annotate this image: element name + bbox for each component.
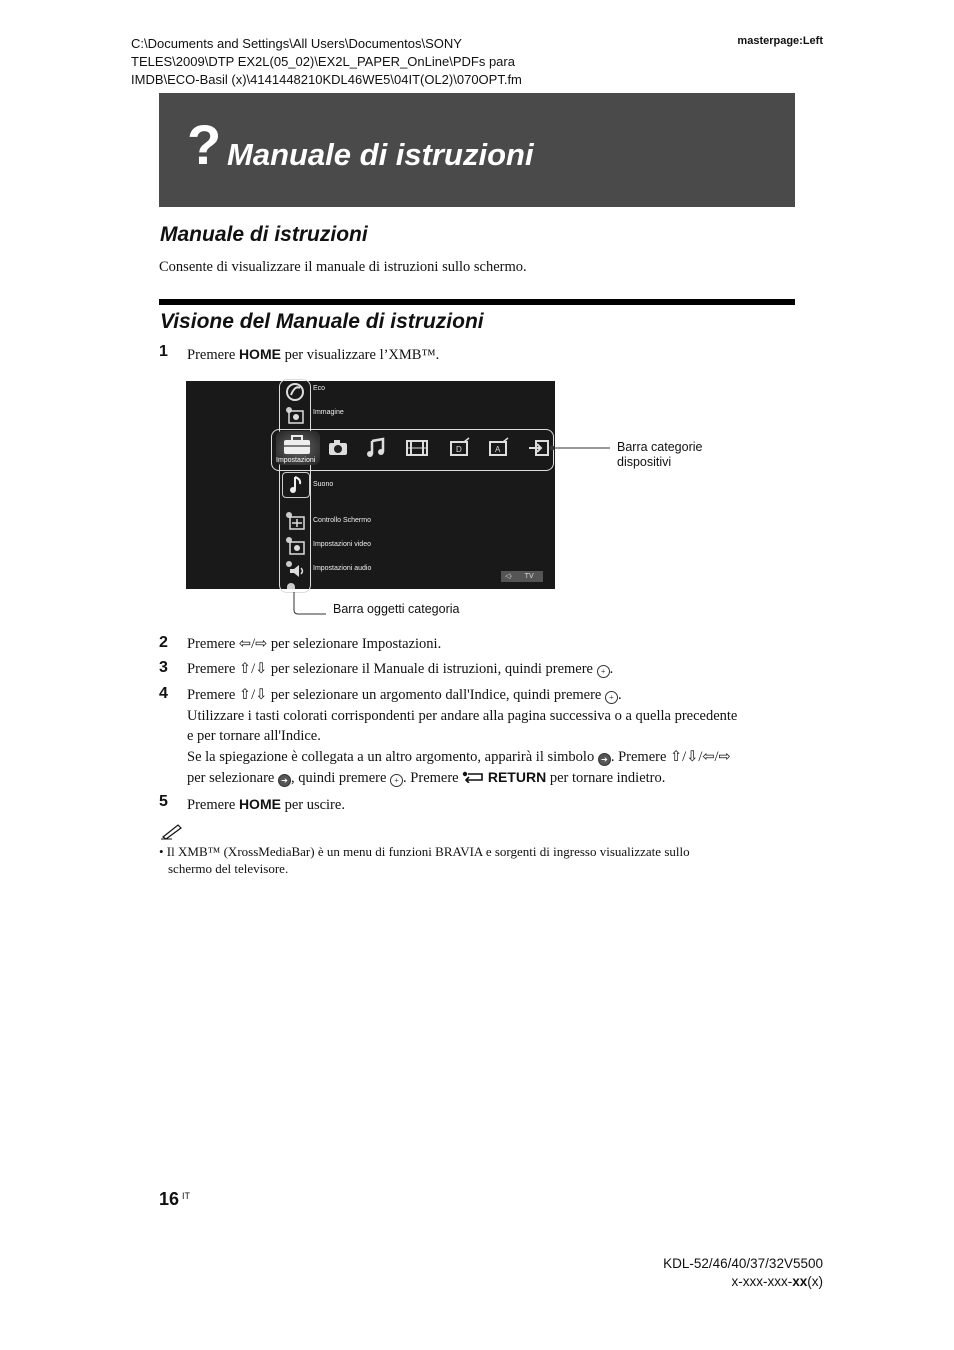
section-description: Consente di visualizzare il manuale di istruzioni sullo schermo. bbox=[159, 259, 527, 275]
step-text-part: . bbox=[618, 687, 622, 703]
picture-icon bbox=[283, 405, 307, 427]
step-text-part: Premere ⇧/⇩ per selezionare un argomento dall'Indice, quindi premere bbox=[187, 687, 605, 703]
code-part: (x) bbox=[807, 1274, 823, 1289]
callout-category-items-bar: Barra oggetti categoria bbox=[333, 602, 460, 616]
link-arrow-icon: ➔ bbox=[278, 774, 291, 787]
callout-device-category-bar bbox=[617, 440, 702, 470]
step-text: Premere ⇦/⇨ per selezionare Impostazioni. bbox=[187, 636, 442, 652]
page-number-value: 16 bbox=[159, 1189, 180, 1209]
code-part: x-xxx-xxx- bbox=[731, 1274, 793, 1289]
xmb-item-label: Suono bbox=[313, 481, 334, 488]
callout-leader-right bbox=[548, 440, 614, 456]
callout-text: dispositivi bbox=[617, 455, 672, 469]
file-path-line: C:\Documents and Settings\All Users\Documentos\SONY bbox=[131, 36, 462, 51]
svg-text:A: A bbox=[495, 445, 501, 454]
model-footer bbox=[663, 1255, 823, 1291]
step-line bbox=[187, 767, 797, 789]
step-number: 2 bbox=[159, 634, 168, 651]
step-line bbox=[187, 747, 797, 768]
step-text bbox=[187, 344, 797, 366]
screen-control-icon bbox=[283, 510, 307, 532]
step-text-part: . bbox=[609, 661, 614, 677]
enter-button-icon: + bbox=[605, 691, 618, 704]
xmb-item-label: Impostazioni video bbox=[313, 541, 371, 548]
step-text-part: , quindi premere bbox=[290, 770, 391, 786]
step-text-part: per selezionare bbox=[187, 770, 278, 786]
section-heading: Visione del Manuale di istruzioni bbox=[160, 310, 484, 333]
music-icon bbox=[364, 437, 388, 459]
page-number bbox=[159, 1189, 190, 1210]
enter-button-icon: + bbox=[390, 774, 403, 787]
step-text-part: per visualizzare l’XMB™. bbox=[280, 347, 440, 363]
step-line: Utilizzare i tasti colorati corrispondenti per andare alla pagina successiva o a quella precedente bbox=[187, 707, 738, 724]
pencil-note-icon bbox=[160, 822, 186, 840]
step-text-part: Premere ⇧/⇩ per selezionare il Manuale di istruzioni, quindi premere bbox=[187, 661, 597, 677]
step-text-part: per uscire. bbox=[280, 797, 345, 813]
model-code bbox=[663, 1273, 823, 1291]
digital-tv-icon bbox=[448, 437, 472, 459]
step-number: 3 bbox=[159, 659, 168, 676]
model-name: KDL-52/46/40/37/32V5500 bbox=[663, 1256, 823, 1271]
eco-icon bbox=[283, 381, 307, 403]
page-language: IT bbox=[182, 1191, 191, 1201]
xmb-item-label: Controllo Schermo bbox=[313, 517, 371, 524]
step-text bbox=[187, 794, 797, 816]
step-text-part: . Premere ⇧/⇩/⇦/⇨ bbox=[610, 748, 731, 765]
note-line: schermo del televisore. bbox=[168, 861, 289, 876]
step-number: 4 bbox=[159, 685, 168, 702]
section-divider bbox=[159, 299, 795, 305]
tv-badge-label: TV bbox=[524, 573, 534, 580]
step-text-part: Premere bbox=[187, 797, 239, 813]
video-film-icon bbox=[405, 437, 429, 459]
step-text-part: Premere bbox=[187, 347, 239, 363]
step-text-part: per tornare indietro. bbox=[546, 770, 666, 786]
file-path-line: IMDB\ECO-Basil (x)\4141448210KDL46WE5\04IT(OL2)\070OPT.fm bbox=[131, 72, 522, 87]
return-key-label: RETURN bbox=[487, 769, 547, 785]
step-line bbox=[187, 685, 797, 706]
selected-category-label: Impostazioni bbox=[276, 457, 316, 464]
callout-text: Barra categorie bbox=[617, 440, 703, 454]
link-arrow-icon: ➔ bbox=[598, 753, 611, 766]
question-mark-icon: ? bbox=[187, 113, 222, 176]
step-text-part: Se la spiegazione è collegata a un altro argomento, apparirà il simbolo bbox=[187, 748, 598, 765]
xmb-item-label: Immagine bbox=[313, 409, 344, 416]
file-path-header bbox=[131, 35, 691, 89]
step-text bbox=[187, 685, 797, 789]
xmb-item-label: Impostazioni audio bbox=[313, 565, 372, 572]
enter-button-icon: + bbox=[597, 665, 610, 678]
tv-input-badge bbox=[501, 571, 543, 582]
note-line: • Il XMB™ (XrossMediaBar) è un menu di funzioni BRAVIA e sorgenti di ingresso visualizzate sullo bbox=[159, 844, 690, 859]
sound-note-icon bbox=[282, 472, 310, 498]
audio-settings-icon bbox=[283, 559, 307, 581]
step-text-part: . Premere bbox=[403, 770, 463, 786]
xmb-item-label: Eco bbox=[313, 385, 326, 392]
photo-camera-icon bbox=[326, 437, 350, 459]
file-path-line: TELES\2009\DTP EX2L(05_02)\EX2L_PAPER_OnLine\PDFs para bbox=[131, 54, 515, 69]
video-settings-icon bbox=[283, 535, 307, 557]
home-key-label: HOME bbox=[238, 796, 281, 812]
return-icon bbox=[462, 771, 484, 783]
step-line: e per tornare all'Indice. bbox=[187, 728, 321, 744]
code-part: xx bbox=[792, 1274, 808, 1289]
analog-tv-icon bbox=[487, 437, 511, 459]
settings-toolbox-icon bbox=[276, 431, 320, 465]
section-heading: Manuale di istruzioni bbox=[160, 223, 368, 246]
more-items-indicator bbox=[287, 583, 295, 589]
step-number: 5 bbox=[159, 793, 168, 810]
speaker-icon: ◁· bbox=[505, 573, 513, 580]
masterpage-label: masterpage:Left bbox=[737, 35, 823, 47]
xmb-screen-illustration bbox=[186, 381, 555, 589]
svg-text:D: D bbox=[456, 445, 462, 454]
chapter-title: Manuale di istruzioni bbox=[227, 137, 534, 172]
note-text bbox=[159, 843, 799, 877]
chapter-banner bbox=[159, 93, 795, 207]
step-text bbox=[187, 659, 797, 680]
step-number: 1 bbox=[159, 343, 168, 360]
home-key-label: HOME bbox=[238, 346, 281, 362]
callout-leader-bottom bbox=[288, 590, 328, 616]
